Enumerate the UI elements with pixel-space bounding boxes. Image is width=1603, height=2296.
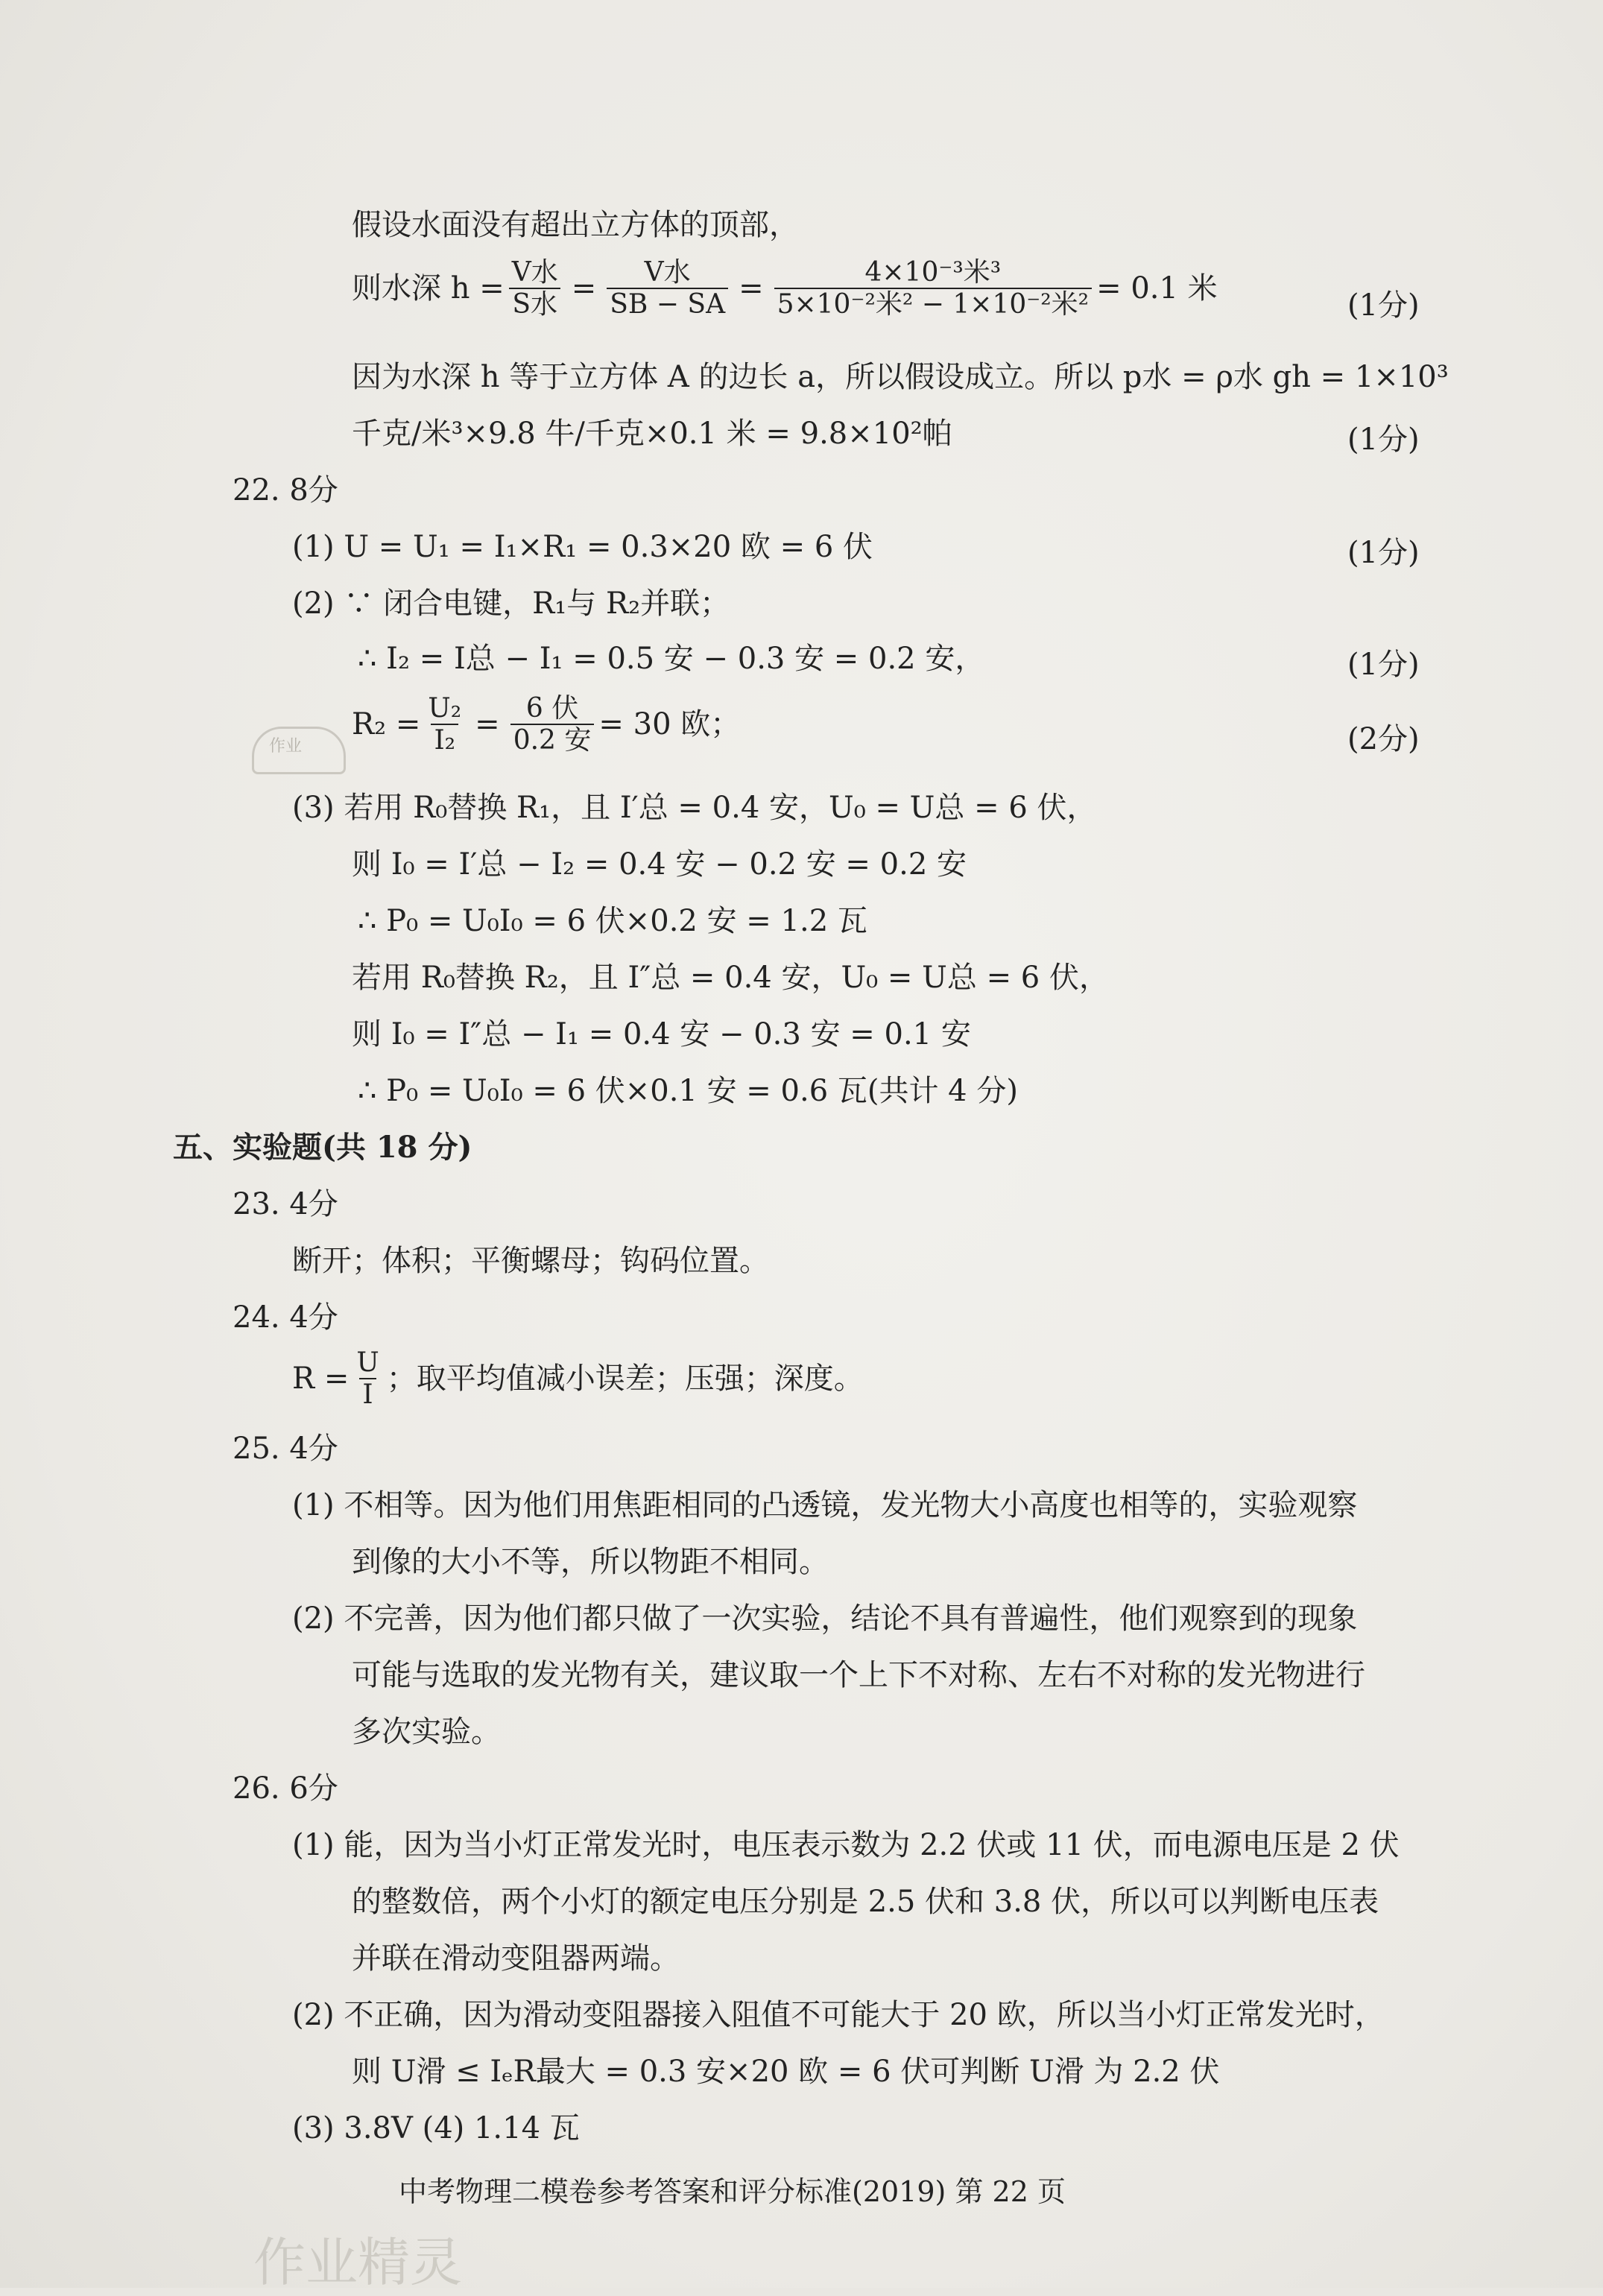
equation-r2: R₂ = $\frac{\text{U₂}}{\text{I₂}}$ = $\frac{\text{6 伏}}{\text{0.2 安}}$ = 30 欧；: [352, 693, 741, 756]
text-line: 则 I₀ = I′总 − I₂ = 0.4 安 − 0.2 安 = 0.2 安: [352, 847, 967, 882]
text-line: 并联在滑动变阻器两端。: [352, 1941, 680, 1976]
score-label: (1分): [1347, 536, 1420, 570]
text-line: 的整数倍，两个小灯的额定电压分别是 2.5 伏和 3.8 伏，所以可以判断电压表: [352, 1885, 1379, 1919]
text-line: ∴ P₀ = U₀I₀ = 6 伏×0.1 安 = 0.6 瓦(共计 4 分): [358, 1074, 1018, 1108]
text-line: (2) 不完善，因为他们都只做了一次实验，结论不具有普遍性，他们观察到的现象: [292, 1601, 1358, 1636]
fraction: $\frac{\text{4×10⁻³米³}}{\text{5×10⁻²米² − 1×10⁻²米²}}$: [774, 257, 1093, 320]
score-label: (1分): [1347, 423, 1420, 457]
score-label: (2分): [1347, 722, 1420, 756]
question-number: 25. 4分: [233, 1432, 338, 1466]
text-line: 断开；体积；平衡螺母；钩码位置。: [292, 1244, 769, 1278]
fraction: $\frac{\text{V水}}{SB - SA}$: [607, 257, 728, 320]
text-line: 多次实验。: [352, 1715, 501, 1749]
question-number: 26. 6分: [233, 1771, 338, 1806]
watermark-logo: 作业精灵: [253, 2232, 462, 2293]
fraction: $\frac{\text{V水}}{\text{S水}}$: [509, 257, 561, 320]
text-line: (3) 若用 R₀替换 R₁，且 I′总 = 0.4 安，U₀ = U总 = 6 伏，: [292, 791, 1097, 825]
fraction: $\frac{\text{6 伏}}{\text{0.2 安}}$: [510, 693, 595, 756]
text-line: 若用 R₀替换 R₂，且 I″总 = 0.4 安，U₀ = U总 = 6 伏，: [352, 961, 1109, 995]
text-line: 到像的大小不等，所以物距不相同。: [352, 1545, 829, 1579]
text-line: (3) 3.8V (4) 1.14 瓦: [292, 2111, 580, 2145]
text-line: 可能与选取的发光物有关，建议取一个上下不对称、左右不对称的发光物进行: [352, 1658, 1365, 1692]
question-number: 24. 4分: [233, 1300, 338, 1335]
score-label: (1分): [1347, 288, 1420, 323]
page-footer: 中考物理二模卷参考答案和评分标准(2019) 第 22 页: [399, 2175, 1066, 2208]
equation-resistance: R = $\frac{U}{I}$ ；取平均值减小误差；压强；深度。: [292, 1347, 864, 1411]
section-heading: 五、实验题(共 18 分): [173, 1130, 472, 1165]
text-line: (1) U = U₁ = I₁×R₁ = 0.3×20 欧 = 6 伏: [292, 530, 873, 564]
text-line: (2) ∵ 闭合电键，R₁与 R₂并联；: [292, 586, 730, 621]
text-line: 则 U滑 ≤ IₑR最大 = 0.3 安×20 欧 = 6 伏可判断 U滑 为 2.2 伏: [352, 2055, 1220, 2089]
text-line: 因为水深 h 等于立方体 A 的边长 a，所以假设成立。所以 p水 = ρ水 gh = 1×10³: [352, 360, 1449, 394]
question-number: 23. 4分: [233, 1187, 338, 1221]
text-line: ∴ I₂ = I总 − I₁ = 0.5 安 − 0.3 安 = 0.2 安，: [358, 642, 985, 676]
question-number: 22. 8分: [233, 473, 338, 507]
text-line: 则 I₀ = I″总 − I₁ = 0.4 安 − 0.3 安 = 0.1 安: [352, 1017, 971, 1051]
fraction: $\frac{U}{I}$: [356, 1347, 379, 1411]
text-line: 千克/米³×9.8 牛/千克×0.1 米 = 9.8×10²帕: [352, 417, 952, 451]
text-line: (1) 能，因为当小灯正常发光时，电压表示数为 2.2 伏或 11 伏，而电源电压是 2 伏: [292, 1828, 1400, 1862]
equation-water-depth: 则水深 h = $\frac{\text{V水}}{\text{S水}}$ = $\frac{\text{V水}}{SB - SA}$ = $\frac{\text{4×10⁻³米³}}{\text{5×10⁻²米² − 1×10⁻²米²}}$ = 0.1 米: [352, 257, 1218, 320]
text-line: ∴ P₀ = U₀I₀ = 6 伏×0.2 安 = 1.2 瓦: [358, 904, 867, 938]
stamp-logo: 作业: [252, 727, 346, 774]
fraction: $\frac{\text{U₂}}{\text{I₂}}$: [428, 693, 462, 756]
text-line: 假设水面没有超出立方体的顶部，: [352, 208, 799, 242]
text-line: (2) 不正确，因为滑动变阻器接入阻值不可能大于 20 欧，所以当小灯正常发光时，: [292, 1998, 1385, 2032]
text-line: (1) 不相等。因为他们用焦距相同的凸透镜，发光物大小高度也相等的，实验观察: [292, 1488, 1358, 1522]
score-label: (1分): [1347, 648, 1420, 682]
